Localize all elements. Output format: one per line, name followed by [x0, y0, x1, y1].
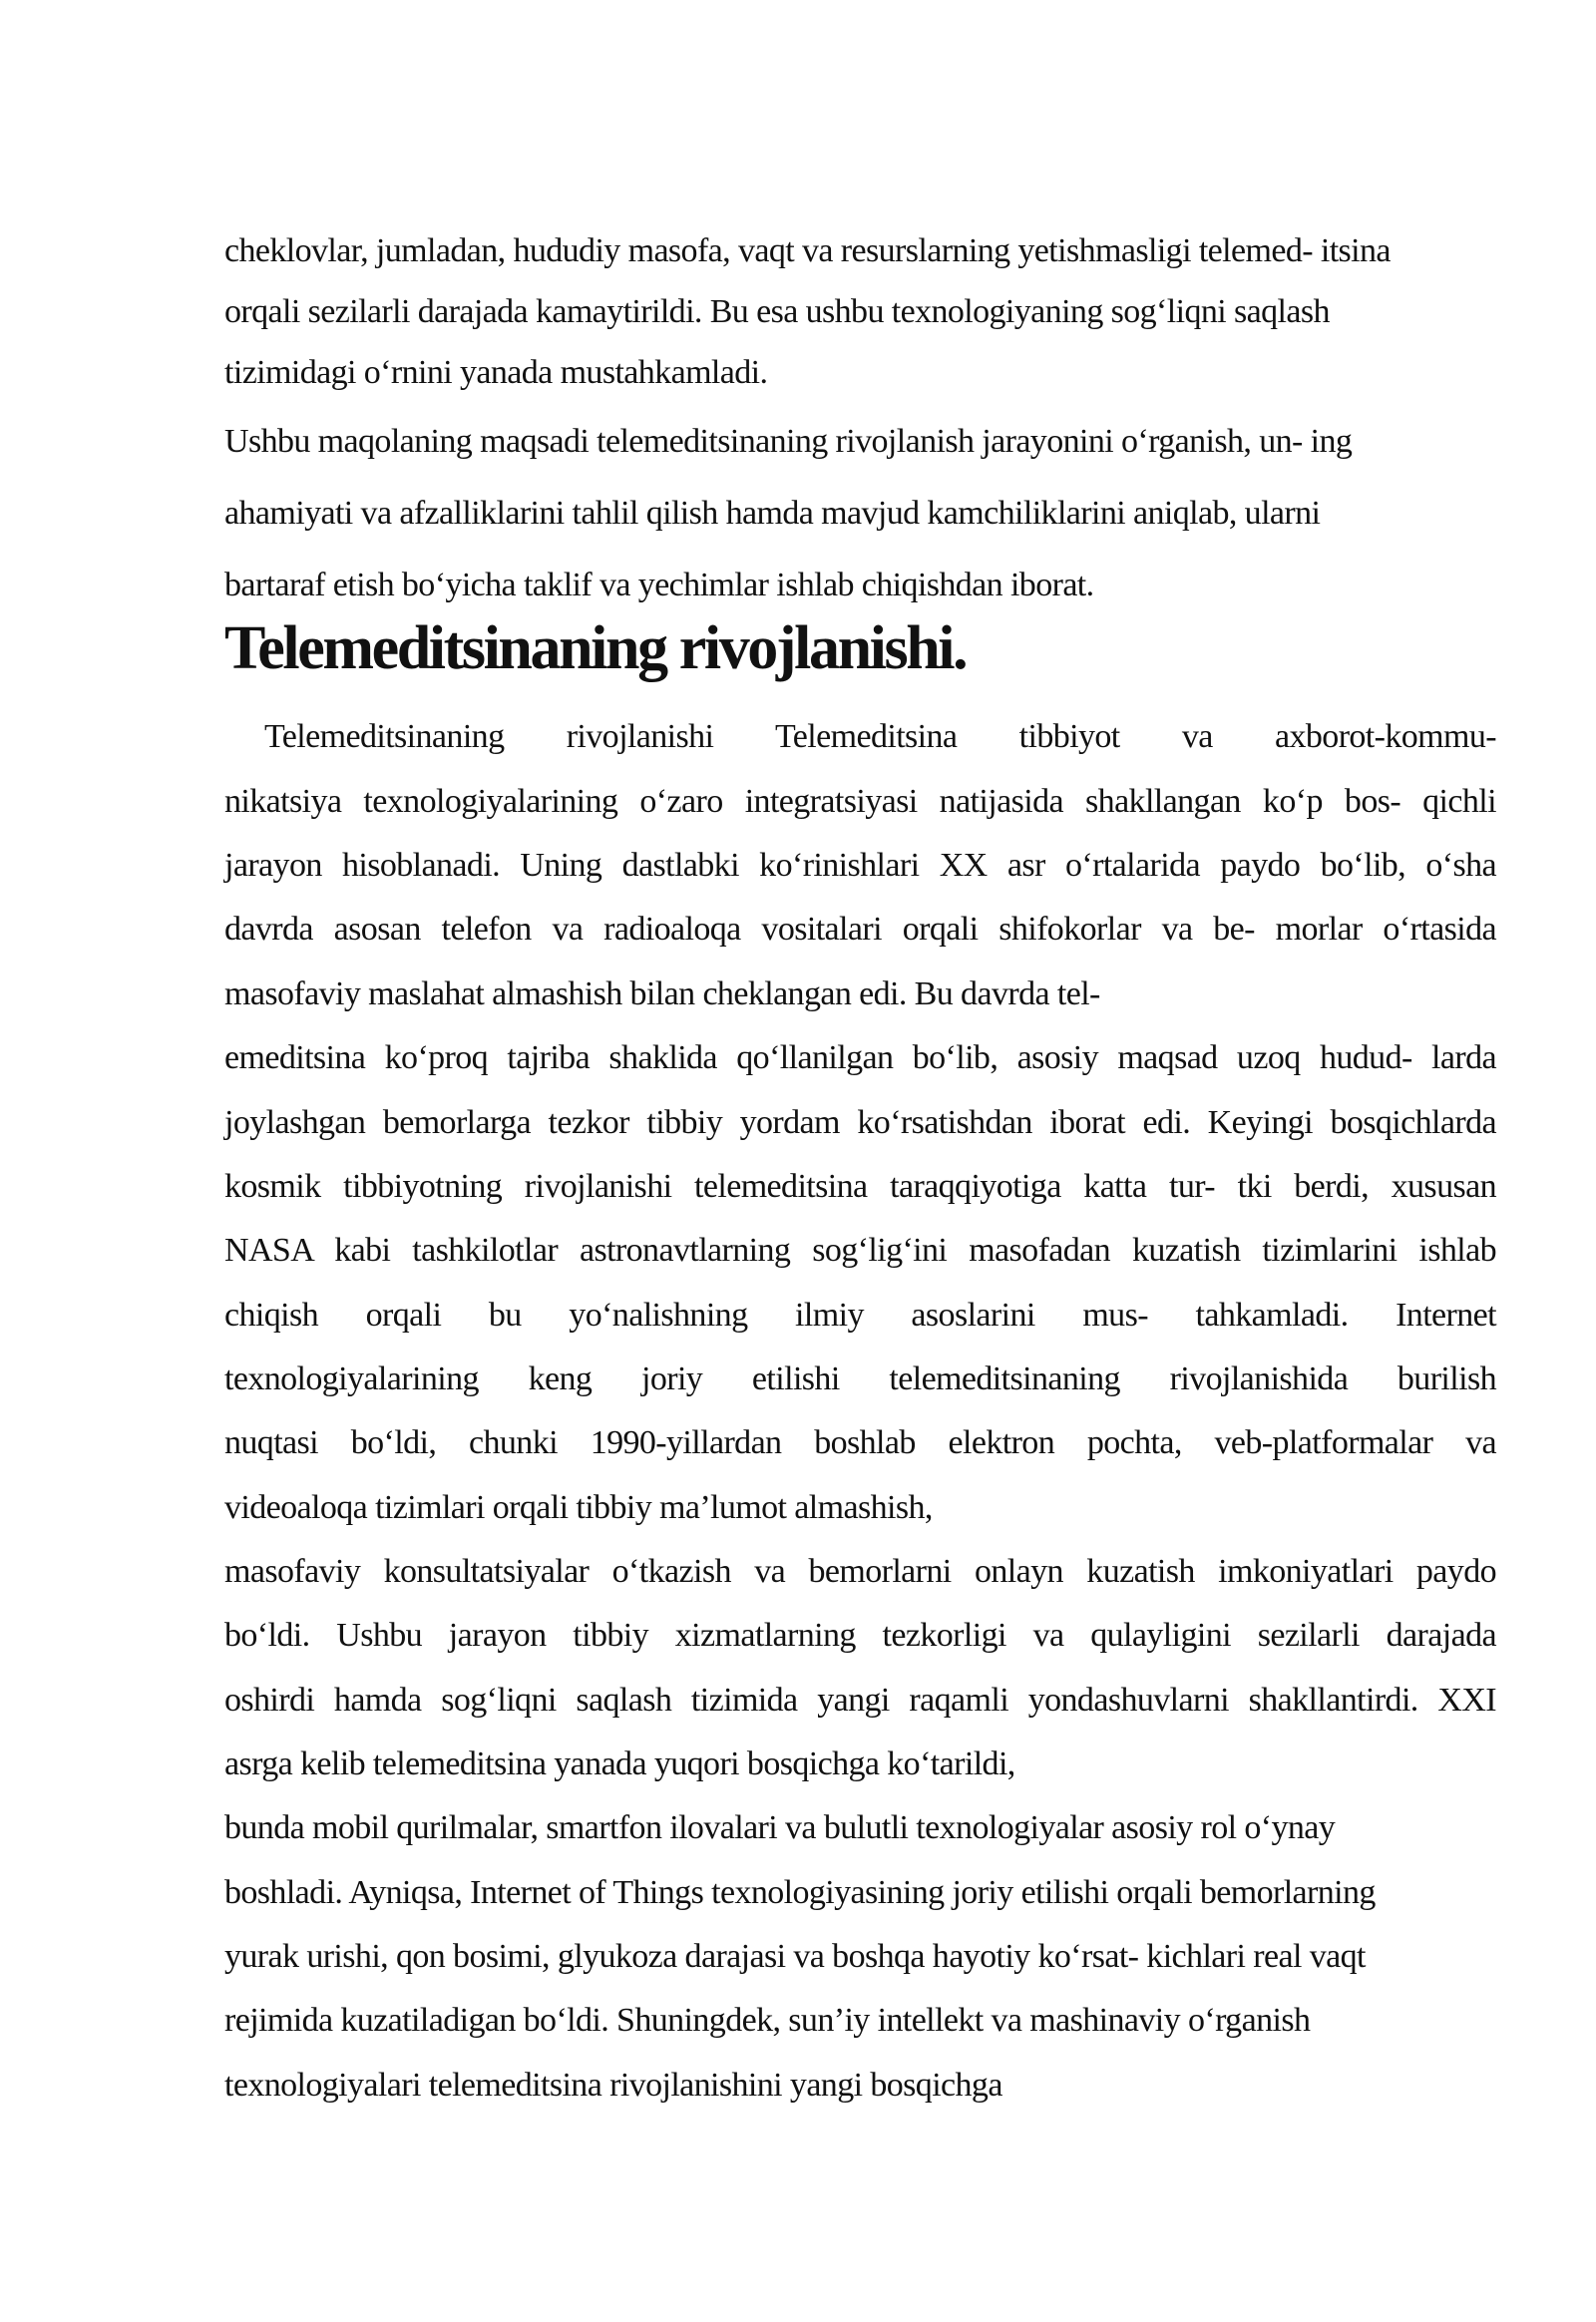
- body-line-17: asrga kelib telemeditsina yanada yuqori bosqichga ko‘tarildi,: [224, 1745, 1015, 1782]
- body-line-10: chiqish orqali bu yo‘nalishning ilmiy asoslarini mus- tahkamladi. Internet: [224, 1297, 1496, 1334]
- body-line-18: bunda mobil qurilmalar, smartfon ilovalari va bulutli texnologiyalar asosiy rol o‘ynay: [224, 1809, 1336, 1846]
- intro-line-3: tizimidagi o‘rnini yanada mustahkamladi.: [224, 354, 768, 391]
- aim-line-1: Ushbu maqolaning maqsadi telemeditsinaning rivojlanish jarayonini o‘rganish, un- ing: [224, 423, 1353, 460]
- body-line-22: texnologiyalari telemeditsina rivojlanishini yangi bosqichga: [224, 2067, 1002, 2104]
- body-line-16: oshirdi hamda sog‘liqni saqlash tizimida yangi raqamli yondashuvlarni shakllantirdi. XXI: [224, 1682, 1496, 1719]
- intro-line-2: orqali sezilarli darajada kamaytirildi. Bu esa ushbu texnologiyaning sog‘liqni saqlash: [224, 293, 1330, 330]
- body-line-14: masofaviy konsultatsiyalar o‘tkazish va bemorlarni onlayn kuzatish imkoniyatlari paydo: [224, 1553, 1496, 1590]
- body-line-15: bo‘ldi. Ushbu jarayon tibbiy xizmatlarning tezkorligi va qulayligini sezilarli darajada: [224, 1617, 1496, 1654]
- body-line-2: nikatsiya texnologiyalarining o‘zaro integratsiyasi natijasida shakllangan ko‘p bos- qichli: [224, 783, 1496, 820]
- body-line-5: masofaviy maslahat almashish bilan cheklangan edi. Bu davrda tel-: [224, 975, 1100, 1012]
- body-line-4: davrda asosan telefon va radioaloqa vositalari orqali shifokorlar va be- morlar o‘rtasida: [224, 911, 1496, 948]
- body-line-8: kosmik tibbiyotning rivojlanishi telemeditsina taraqqiyotiga katta tur- tki berdi, xususan: [224, 1168, 1496, 1205]
- aim-line-2: ahamiyati va afzalliklarini tahlil qilish hamda mavjud kamchiliklarini aniqlab, ularni: [224, 495, 1321, 532]
- aim-line-3: bartaraf etish bo‘yicha taklif va yechimlar ishlab chiqishdan iborat.: [224, 567, 1094, 603]
- body-line-11: texnologiyalarining keng joriy etilishi telemeditsinaning rivojlanishida burilish: [224, 1360, 1496, 1397]
- body-line-3: jarayon hisoblanadi. Uning dastlabki ko‘rinishlari XX asr o‘rtalarida paydo bo‘lib, o‘sha: [224, 847, 1496, 884]
- body-line-6: emeditsina ko‘proq tajriba shaklida qo‘llanilgan bo‘lib, asosiy maqsad uzoq hudud- larda: [224, 1039, 1496, 1076]
- body-line-12: nuqtasi bo‘ldi, chunki 1990-yillardan boshlab elektron pochta, veb-platformalar va: [224, 1424, 1496, 1461]
- body-line-20: yurak urishi, qon bosimi, glyukoza darajasi va boshqa hayotiy ko‘rsat- kichlari real vaqt: [224, 1938, 1366, 1975]
- body-line-1: Telemeditsinaning rivojlanishi Telemeditsina tibbiyot va axborot-kommu-: [264, 718, 1496, 755]
- body-line-21: rejimida kuzatiladigan bo‘ldi. Shuningdek, sun’iy intellekt va mashinaviy o‘rganish: [224, 2002, 1311, 2039]
- body-line-19: boshladi. Ayniqsa, Internet of Things texnologiyasining joriy etilishi orqali bemorlarning: [224, 1874, 1376, 1911]
- section-heading: Telemeditsinaning rivojlanishi.: [224, 614, 967, 682]
- intro-line-1: cheklovlar, jumladan, hududiy masofa, vaqt va resurslarning yetishmasligi telemed- itsina: [224, 232, 1391, 269]
- body-line-9: NASA kabi tashkilotlar astronavtlarning sog‘lig‘ini masofadan kuzatish tizimlarini ishlab: [224, 1232, 1496, 1269]
- body-line-7: joylashgan bemorlarga tezkor tibbiy yordam ko‘rsatishdan iborat edi. Keyingi bosqichlarda: [224, 1104, 1496, 1141]
- body-line-13: videoaloqa tizimlari orqali tibbiy ma’lumot almashish,: [224, 1489, 933, 1526]
